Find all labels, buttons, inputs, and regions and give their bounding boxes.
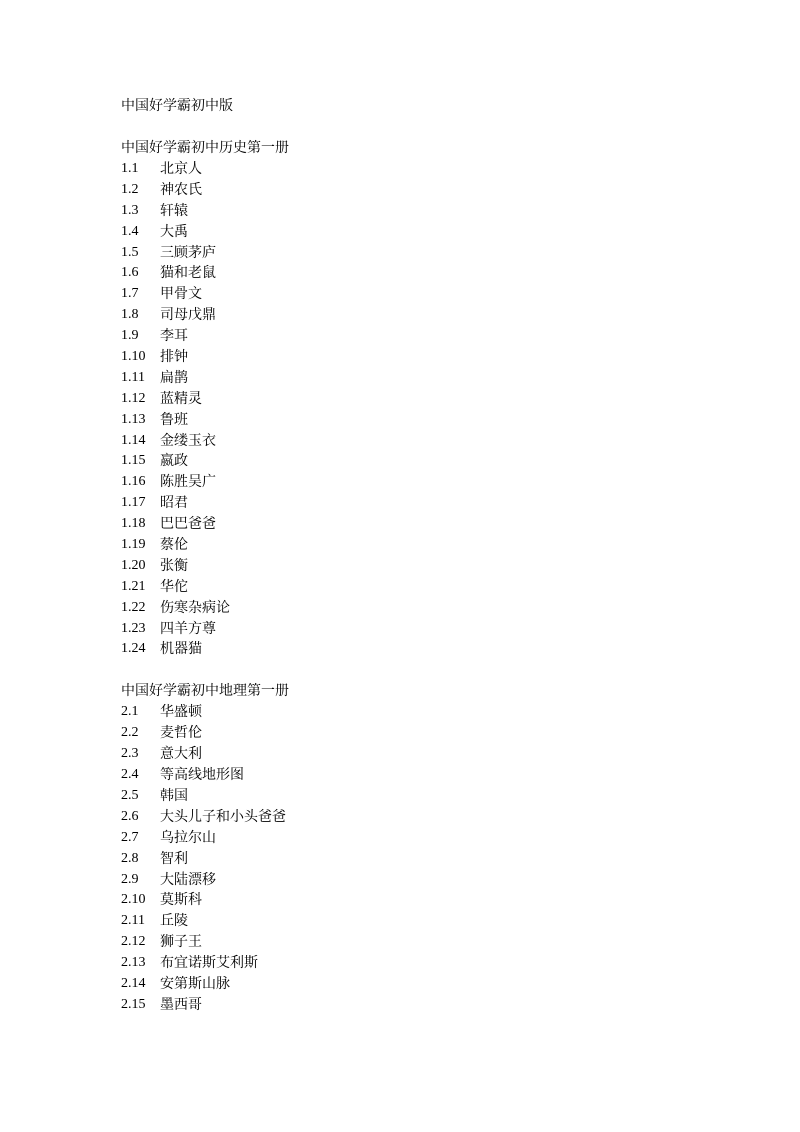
list-item <box>121 932 721 953</box>
entry-number: 2.11 <box>121 913 145 929</box>
entry-number: 2.9 <box>121 871 139 887</box>
entry-title: 李耳 <box>160 328 188 345</box>
entry-title: 甲骨文 <box>160 286 202 303</box>
entry-number: 1.13 <box>121 411 146 427</box>
entry-number: 1.6 <box>121 265 139 281</box>
entry-number: 1.12 <box>121 390 146 406</box>
list-item <box>121 284 721 305</box>
entry-title: 安第斯山脉 <box>160 975 230 992</box>
list-item <box>121 639 721 660</box>
entry-number: 1.23 <box>121 620 146 636</box>
list-item <box>121 472 721 493</box>
entry-title: 陈胜吴广 <box>160 474 216 491</box>
list-item <box>121 723 721 744</box>
entry-title: 司母戊鼎 <box>160 307 216 324</box>
document-title: 中国好学霸初中版 <box>121 98 233 114</box>
entry-title: 乌拉尔山 <box>160 829 216 846</box>
entry-number: 1.10 <box>121 349 146 365</box>
section-geography <box>121 681 721 1015</box>
list-item <box>121 305 721 326</box>
list-item <box>121 556 721 577</box>
entry-number: 2.4 <box>121 767 139 783</box>
entry-number: 1.11 <box>121 369 145 385</box>
list-item <box>121 744 721 765</box>
entry-number: 1.18 <box>121 516 146 532</box>
entry-title: 蔡伦 <box>160 537 188 554</box>
entry-number: 1.21 <box>121 578 146 594</box>
entry-title: 丘陵 <box>160 913 188 930</box>
entry-number: 1.2 <box>121 181 139 197</box>
entry-title: 机器猫 <box>160 641 202 658</box>
list-item <box>121 870 721 891</box>
list-item <box>121 243 721 264</box>
entry-number: 2.8 <box>121 850 139 866</box>
list-item <box>121 890 721 911</box>
list-item <box>121 849 721 870</box>
list-item <box>121 451 721 472</box>
entry-number: 1.15 <box>121 453 146 469</box>
entry-title: 伤寒杂病论 <box>160 599 230 616</box>
entry-title: 布宜诺斯艾利斯 <box>160 955 258 972</box>
list-item <box>121 222 721 243</box>
entry-title: 三顾茅庐 <box>160 244 216 261</box>
entry-title: 四羊方尊 <box>160 620 216 637</box>
section-title: 中国好学霸初中历史第一册 <box>121 140 289 156</box>
entry-number: 2.10 <box>121 892 146 908</box>
entry-number: 2.3 <box>121 746 139 762</box>
entry-number: 1.22 <box>121 599 146 615</box>
entry-title: 鲁班 <box>160 411 188 428</box>
entry-list <box>121 159 721 660</box>
entry-number: 2.6 <box>121 808 139 824</box>
section-title: 中国好学霸初中地理第一册 <box>121 683 289 700</box>
entry-number: 2.15 <box>121 996 146 1012</box>
list-item <box>121 702 721 723</box>
list-item <box>121 263 721 284</box>
list-item <box>121 535 721 556</box>
list-item <box>121 180 721 201</box>
entry-number: 2.12 <box>121 934 146 950</box>
list-item <box>121 410 721 431</box>
entry-number: 1.20 <box>121 557 146 573</box>
list-item <box>121 389 721 410</box>
entry-number: 1.5 <box>121 244 139 260</box>
entry-title: 张衡 <box>160 557 188 574</box>
entry-title: 墨西哥 <box>160 996 202 1013</box>
entry-title: 轩辕 <box>160 202 188 219</box>
entry-number: 1.1 <box>121 161 139 176</box>
list-item <box>121 786 721 807</box>
entry-title: 巴巴爸爸 <box>160 516 216 533</box>
document-page <box>121 96 721 1016</box>
entry-number: 1.17 <box>121 495 146 511</box>
entry-number: 2.5 <box>121 787 139 803</box>
entry-list <box>121 702 721 1015</box>
entry-number: 1.19 <box>121 537 146 553</box>
entry-title: 排钟 <box>160 349 188 366</box>
entry-number: 2.2 <box>121 725 139 741</box>
entry-title: 北京人 <box>160 161 202 177</box>
entry-title: 智利 <box>160 850 188 867</box>
entry-title: 麦哲伦 <box>160 725 202 742</box>
entry-title: 神农氏 <box>160 181 202 198</box>
entry-number: 2.7 <box>121 829 139 845</box>
entry-number: 1.9 <box>121 328 139 344</box>
entry-number: 1.7 <box>121 286 139 302</box>
entry-number: 2.1 <box>121 704 139 720</box>
list-item <box>121 577 721 598</box>
list-item <box>121 201 721 222</box>
entry-number: 1.14 <box>121 432 146 448</box>
list-item <box>121 514 721 535</box>
entry-title: 大禹 <box>160 223 188 240</box>
list-item <box>121 493 721 514</box>
entry-title: 意大利 <box>160 746 202 763</box>
entry-title: 嬴政 <box>160 453 188 470</box>
list-item <box>121 159 721 180</box>
entry-number: 1.3 <box>121 202 139 218</box>
entry-title: 等高线地形图 <box>160 767 244 784</box>
entry-number: 1.24 <box>121 641 146 657</box>
entry-title: 蓝精灵 <box>160 390 202 407</box>
entry-number: 1.4 <box>121 223 139 239</box>
list-item <box>121 911 721 932</box>
list-item <box>121 347 721 368</box>
entry-number: 1.16 <box>121 474 146 490</box>
entry-title: 华佗 <box>160 578 188 595</box>
entry-title: 大陆漂移 <box>160 871 216 888</box>
entry-title: 狮子王 <box>160 934 202 951</box>
entry-title: 华盛顿 <box>160 704 202 721</box>
entry-title: 大头儿子和小头爸爸 <box>160 808 286 825</box>
section-history <box>121 138 721 660</box>
entry-title: 扁鹊 <box>160 369 188 386</box>
entry-title: 韩国 <box>160 787 188 804</box>
list-item <box>121 828 721 849</box>
list-item <box>121 807 721 828</box>
entry-title: 昭君 <box>160 495 188 512</box>
entry-title: 猫和老鼠 <box>160 265 216 282</box>
entry-title: 金缕玉衣 <box>160 432 216 449</box>
list-item <box>121 431 721 452</box>
list-item <box>121 619 721 640</box>
list-item <box>121 326 721 347</box>
list-item <box>121 995 721 1016</box>
list-item <box>121 974 721 995</box>
entry-number: 2.13 <box>121 955 146 971</box>
entry-title: 莫斯科 <box>160 892 202 909</box>
list-item <box>121 765 721 786</box>
entry-number: 1.8 <box>121 307 139 323</box>
entry-number: 2.14 <box>121 975 146 991</box>
list-item <box>121 598 721 619</box>
list-item <box>121 953 721 974</box>
list-item <box>121 368 721 389</box>
